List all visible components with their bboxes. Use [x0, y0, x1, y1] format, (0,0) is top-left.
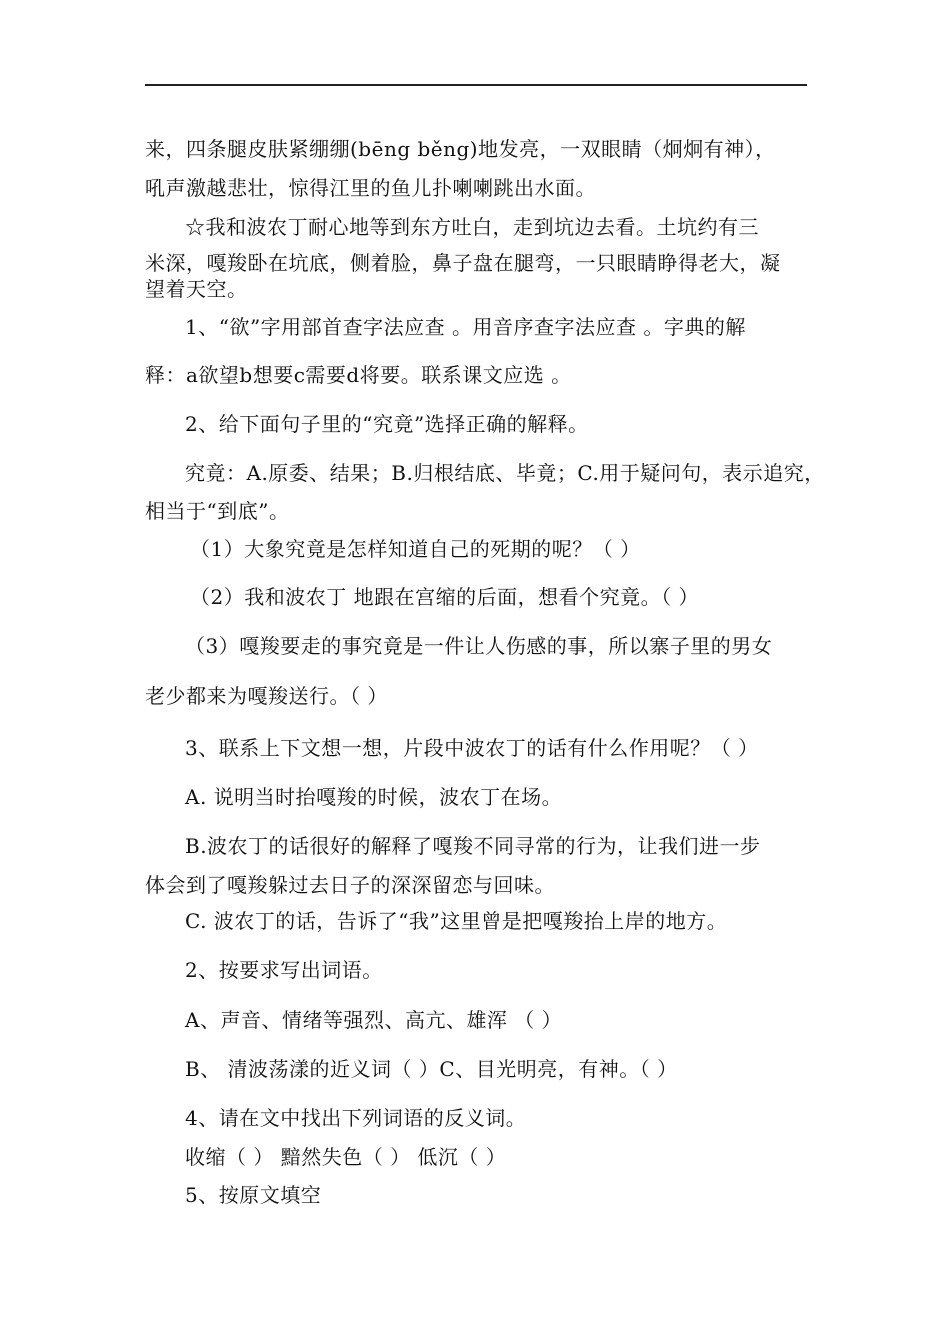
text-line-3: ☆我和波农丁耐心地等到东方吐白，走到坑边去看。土坑约有三: [185, 215, 759, 239]
option-c: C. 波农丁的话，告诉了“我”这里曾是把嘎羧抬上岸的地方。: [185, 909, 728, 933]
option-b-line-2: 体会到了嘎羧躲过去日子的深深留恋与回味。: [145, 873, 555, 897]
words-item-b-c: B、 清波荡漾的近义词（ ）C、目光明亮，有神。（ ）: [185, 1057, 678, 1081]
question-1-line-1: 1、“欲”字用部首查字法应查 。用音序查字法应查 。字典的解: [185, 315, 746, 339]
sentence-3-line-2: 老少都来为嘎羧送行。（ ）: [145, 684, 388, 708]
question-2-heading: 2、给下面句子里的“究竟”选择正确的解释。: [185, 412, 589, 436]
option-a: A. 说明当时抬嘎羧的时候，波农丁在场。: [185, 785, 563, 809]
text-line-4: 米深，嘎羧卧在坑底，侧着脸，鼻子盘在腿弯，一只眼睛睁得老大，凝: [145, 251, 781, 275]
sentence-3-line-1: （3）嘎羧要走的事究竟是一件让人伤感的事，所以寨子里的男女: [185, 634, 773, 658]
option-b-line-1: B.波农丁的话很好的解释了嘎羧不同寻常的行为，让我们进一步: [185, 834, 761, 858]
header-rule: [145, 84, 807, 86]
question-3-heading: 3、联系上下文想一想，片段中波农丁的话有什么作用呢？（ ）: [185, 736, 759, 760]
definition-line-1: 究竟：A.原委、结果；B.归根结底、毕竟；C.用于疑问句，表示追究，: [185, 461, 825, 485]
sentence-2: （2）我和波农丁 地跟在宫缩的后面，想看个究竟。（ ）: [190, 585, 699, 609]
question-5-heading: 5、按原文填空: [185, 1183, 322, 1207]
section-words-heading: 2、按要求写出词语。: [185, 958, 383, 982]
antonym-blanks: 收缩（ ） 黯然失色（ ） 低沉（ ）: [185, 1145, 507, 1169]
definition-line-2: 相当于“到底”。: [145, 499, 290, 523]
question-4-heading: 4、请在文中找出下列词语的反义词。: [185, 1106, 527, 1130]
text-line-1: 来，四条腿皮肤紧绷绷(bēng běng)地发亮，一双眼睛（炯炯有神），: [145, 137, 776, 161]
text-line-5: 望着天空。: [145, 277, 248, 301]
question-1-line-2: 释：a欲望b想要c需要d将要。联系课文应选 。: [145, 363, 572, 387]
sentence-1: （1）大象究竟是怎样知道自己的死期的呢？（ ）: [190, 537, 641, 561]
words-item-a: A、声音、情绪等强烈、高亢、雄浑 （ ）: [185, 1008, 563, 1032]
text-line-2: 吼声激越悲壮，惊得江里的鱼儿扑喇喇跳出水面。: [145, 176, 596, 200]
